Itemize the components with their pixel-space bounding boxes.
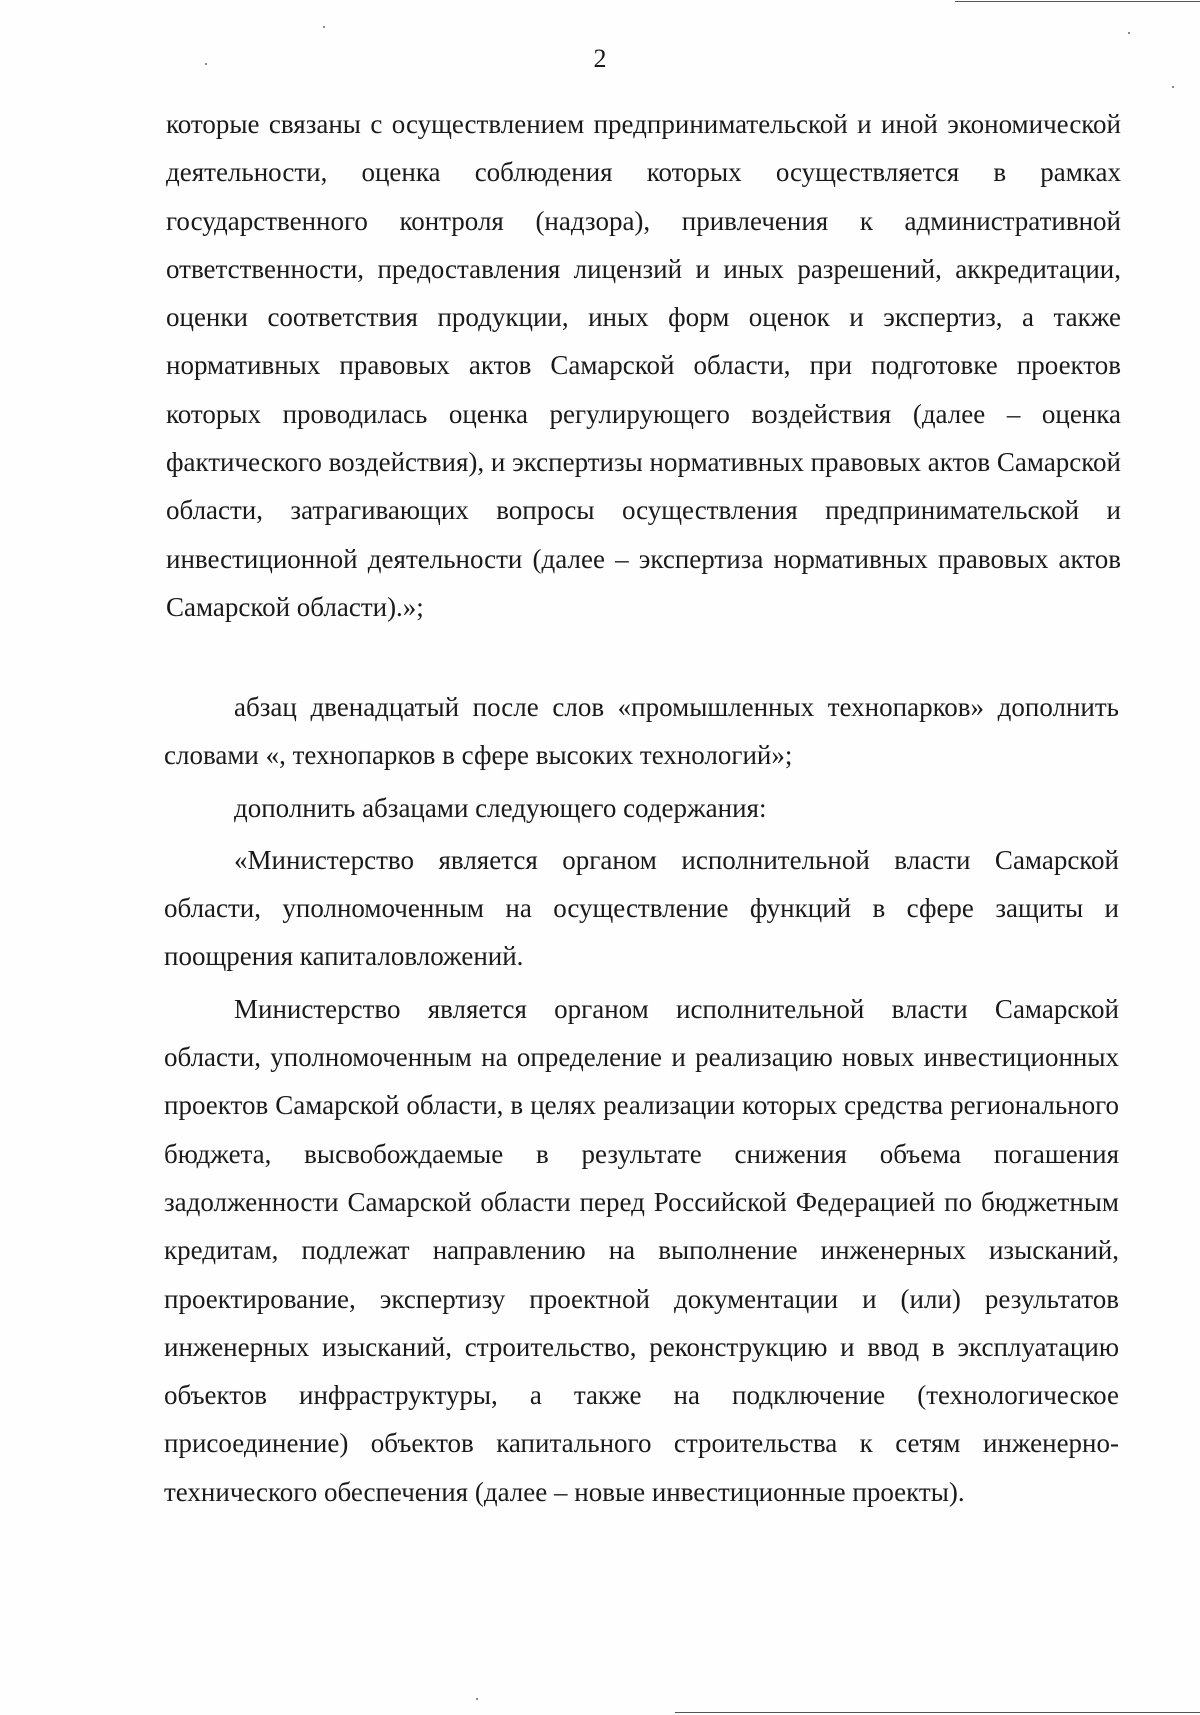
- scan-speck: [323, 26, 325, 28]
- paragraph-ministry-capital: «Министерство является органом исполнительной власти Самарской области, уполномоченным на осуществление функций в сфере защиты и поощрения капиталовложений.: [164, 844, 1119, 972]
- paragraph-amendment-twelfth: абзац двенадцатый после слов «промышленных технопарков» дополнить словами «, технопарков в сфере высоких технологий»;: [164, 692, 1119, 771]
- scan-edge-line-bottom: [675, 1712, 1200, 1713]
- paragraph-ministry-projects: Министерство является органом исполнительной власти Самарской области, уполномоченным на определение и реализацию новых инвестиционных проектов Самарской области, в целях реализации которых средства регионального бюджета, высвобождаемые в результате снижения объема погашения задолженности Самарской области перед Российской Федерацией по бюджетным кредитам, подлежат направлению на выполнение инженерных изысканий, проектирование, экспертизу проектной документации и (или) результатов инженерных изысканий, строительство, реконструкцию и ввод в эксплуатацию объектов инфраструктуры, а также на подключение (технологическое присоединение) объектов капитального строительства к сетям инженерно-технического обеспечения (далее – новые инвестиционные проекты).: [164, 993, 1119, 1507]
- page-number: 2: [593, 44, 607, 73]
- paragraph-add-intro: дополнить абзацами следующего содержания:: [234, 792, 767, 823]
- text-block-main: [164, 683, 1119, 1516]
- paragraph-continuation: которые связаны с осуществлением предпринимательской и иной экономической деятельности, оценка соблюдения которых осуществляется в рамках государственного контроля (надзора), привлечения к административной ответственности, предоставления лицензий и иных разрешений, аккредитации, оценки соответствия продукции, иных форм оценок и экспертиз, а также нормативных правовых актов Самарской области, при подготовке проектов которых проводилась оценка регулирующего воздействия (далее – оценка фактического воздействия), и экспертизы нормативных правовых актов Самарской области, затрагивающих вопросы осуществления предпринимательской и инвестиционной деятельности (далее – экспертиза нормативных правовых актов Самарской области).»;: [166, 109, 1121, 622]
- scan-speck: [1128, 32, 1130, 34]
- scan-edge-line-top: [955, 1, 1200, 2]
- scan-speck: [1172, 86, 1174, 88]
- scan-speck: [476, 1698, 478, 1700]
- text-block-continuation: [166, 100, 1121, 631]
